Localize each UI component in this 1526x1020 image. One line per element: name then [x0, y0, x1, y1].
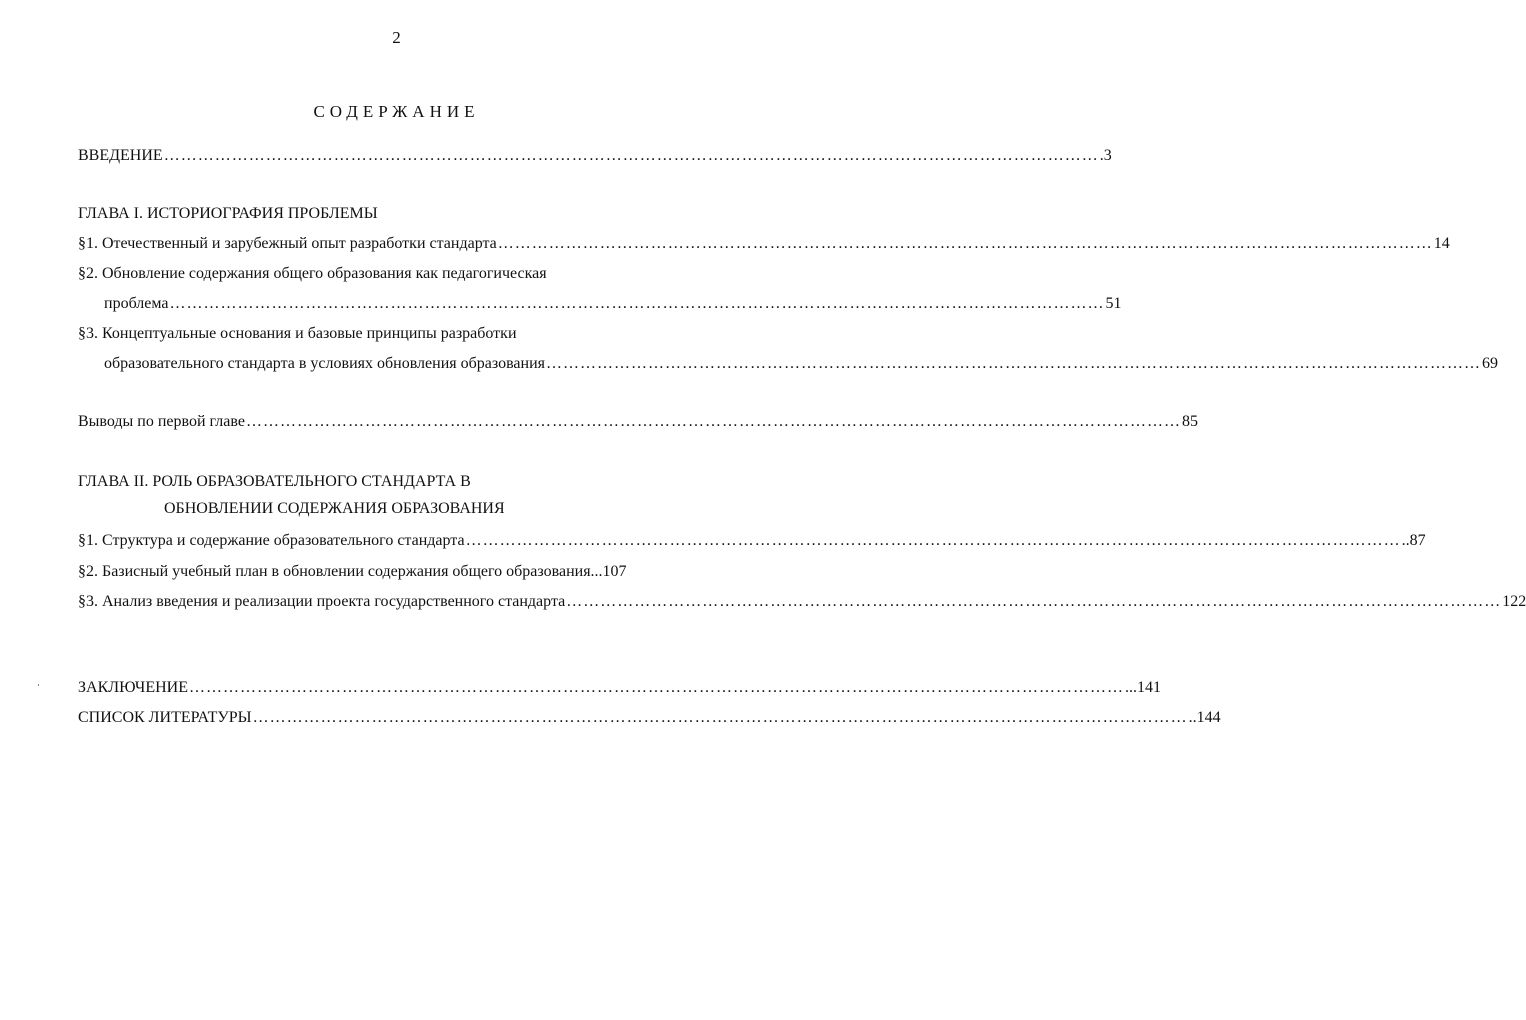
toc-entry-page: 14: [1433, 235, 1450, 252]
dot-leader: …………………………………………………………………………………………………………………………………………………: [252, 709, 1188, 726]
toc-entry-label: §2. Базисный учебный план в обновлении содержания общего образования: [78, 563, 591, 580]
toc-entry-ch1-s3-line1[interactable]: §3. Концептуальные основания и базовые принципы разработки: [78, 325, 517, 342]
chapter-1-title[interactable]: ГЛАВА I. ИСТОРИОГРАФИЯ ПРОБЛЕМЫ: [78, 205, 378, 222]
toc-entry-page: ..87: [1401, 532, 1426, 549]
toc-entry-label: §1. Структура и содержание образовательного стандарта: [78, 532, 465, 549]
toc-entry-label: проблема: [104, 295, 169, 312]
toc-entry-bibliography[interactable]: [78, 708, 1221, 728]
toc-entry-page: 122: [1502, 593, 1526, 610]
scan-speck: [38, 684, 39, 686]
toc-entry-ch2-s3[interactable]: [78, 592, 1526, 612]
toc-entry-intro[interactable]: [78, 146, 1112, 166]
chapter-2-title-line1[interactable]: ГЛАВА II. РОЛЬ ОБРАЗОВАТЕЛЬНОГО СТАНДАРТА В: [78, 473, 471, 490]
toc-entry-label: СПИСОК ЛИТЕРАТУРЫ: [78, 709, 252, 726]
toc-entry-page: 85: [1181, 413, 1198, 430]
dot-leader: …………………………………………………………………………………………………………………………………………………: [465, 532, 1401, 549]
toc-entry-ch1-s2[interactable]: [104, 294, 1122, 314]
toc-entry-ch1-s2-line1[interactable]: §2. Обновление содержания общего образования как педагогическая: [78, 265, 547, 282]
toc-entry-page: 69: [1482, 355, 1499, 372]
dot-leader: …………………………………………………………………………………………………………………………………………………: [163, 147, 1099, 164]
toc-entry-label: §1. Отечественный и зарубежный опыт разработки стандарта: [78, 235, 497, 252]
toc-entry-ch2-s1[interactable]: [78, 531, 1426, 551]
dot-leader: …………………………………………………………………………………………………………………………………………………: [497, 235, 1433, 252]
dot-leader: …………………………………………………………………………………………………………………………………………………: [566, 593, 1502, 610]
dot-leader: …………………………………………………………………………………………………………………………………………………: [169, 295, 1105, 312]
toc-entry-label: ВВЕДЕНИЕ: [78, 147, 163, 164]
toc-entry-conclusion[interactable]: [78, 678, 1161, 698]
toc-entry-label: ЗАКЛЮЧЕНИЕ: [78, 679, 188, 696]
dot-leader: …………………………………………………………………………………………………………………………………………………: [188, 679, 1124, 696]
toc-title: СОДЕРЖАНИЕ: [313, 102, 480, 121]
toc-entry-page: 51: [1105, 295, 1122, 312]
dot-leader: …………………………………………………………………………………………………………………………………………………: [245, 413, 1181, 430]
toc-entry-ch2-s2[interactable]: [78, 562, 708, 582]
dot-leader: …………………………………………………………………………………………………………………………………………………: [546, 355, 1482, 372]
toc-entry-ch1-conclusions[interactable]: [78, 412, 1198, 432]
toc-entry-label: Выводы по первой главе: [78, 413, 245, 430]
toc-entry-ch1-s3[interactable]: [104, 354, 1499, 374]
toc-entry-page: ..144: [1188, 709, 1221, 726]
toc-entry-label: образовательного стандарта в условиях обновления образования: [104, 355, 546, 372]
chapter-2-title-line2[interactable]: ОБНОВЛЕНИИ СОДЕРЖАНИЯ ОБРАЗОВАНИЯ: [164, 500, 505, 517]
toc-entry-page: .3: [1099, 147, 1112, 164]
toc-entry-label: §3. Анализ введения и реализации проекта государственного стандарта: [78, 593, 566, 610]
page-number: 2: [392, 28, 401, 47]
toc-entry-page: ...141: [1124, 679, 1161, 696]
toc-entry-ch1-s1[interactable]: [78, 234, 1450, 254]
toc-entry-page: ...107: [590, 563, 627, 580]
